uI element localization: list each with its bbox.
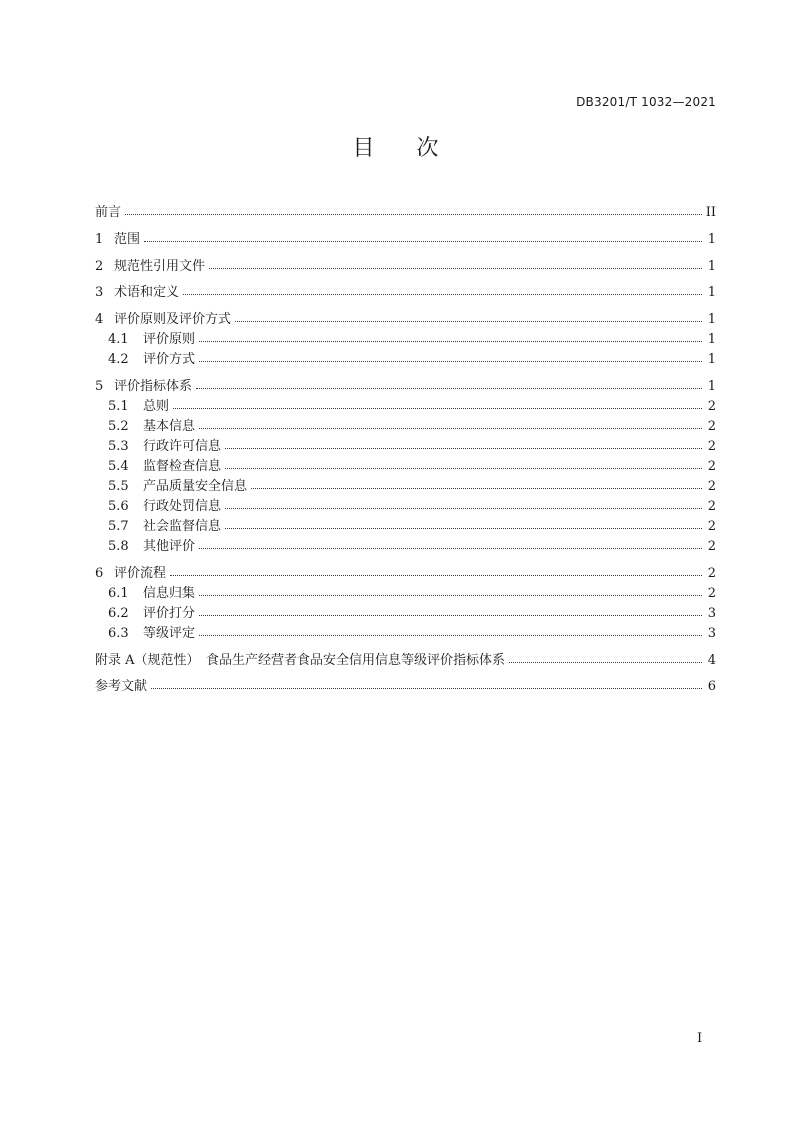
toc-dot-leader: [196, 378, 702, 390]
toc-entry-page: 1: [707, 352, 716, 368]
toc-dot-leader: [225, 438, 702, 450]
page-number: I: [697, 1031, 703, 1046]
table-of-contents: [95, 203, 716, 697]
toc-dot-leader: [199, 605, 702, 617]
toc-entry-title: 附录 A（规范性） 食品生产经营者食品安全信用信息等级评价指标体系: [95, 652, 506, 668]
toc-entry[interactable]: [95, 417, 716, 437]
toc-entry[interactable]: [95, 257, 716, 277]
toc-entry-title: 社会监督信息: [143, 518, 222, 534]
title-char-1: 目: [352, 136, 377, 161]
toc-entry-number: 5.2: [108, 418, 129, 434]
toc-dot-leader: [199, 351, 702, 363]
document-id: DB3201/T 1032—2021: [576, 95, 716, 109]
toc-dot-leader: [199, 418, 702, 430]
toc-entry-number: 1: [95, 231, 104, 247]
toc-entry-title: 行政处罚信息: [143, 498, 222, 514]
toc-entry[interactable]: [95, 203, 716, 223]
toc-entry[interactable]: [95, 350, 716, 370]
toc-entry-page: 2: [707, 585, 716, 601]
toc-entry-page: 2: [707, 418, 716, 434]
toc-dot-leader: [225, 498, 702, 510]
toc-entry[interactable]: [95, 437, 716, 457]
toc-entry-title: 评价流程: [114, 565, 167, 581]
toc-entry-page: 4: [707, 652, 716, 668]
toc-dot-leader: [209, 258, 702, 270]
toc-entry[interactable]: [95, 397, 716, 417]
toc-dot-leader: [170, 565, 702, 577]
toc-dot-leader: [173, 398, 702, 410]
toc-entry-number: 2: [95, 258, 104, 274]
page-title: [0, 131, 793, 162]
toc-entry-title: 评价打分: [143, 605, 196, 621]
toc-entry[interactable]: [95, 537, 716, 557]
toc-entry-number: 5.4: [108, 458, 129, 474]
toc-entry[interactable]: [95, 604, 716, 624]
toc-entry-number: 5.8: [108, 538, 129, 554]
toc-dot-leader: [199, 331, 702, 343]
toc-dot-leader: [151, 678, 702, 690]
toc-entry-page: 1: [707, 312, 716, 328]
toc-entry-number: 5.6: [108, 498, 129, 514]
toc-entry[interactable]: [95, 651, 716, 671]
toc-entry-title: 信息归集: [143, 585, 196, 601]
toc-entry-number: 4: [95, 312, 104, 328]
toc-entry-page: 2: [707, 458, 716, 474]
toc-entry-number: 5: [95, 378, 104, 394]
toc-entry-page: 2: [707, 565, 716, 581]
toc-dot-leader: [225, 458, 702, 470]
toc-entry-page: 2: [707, 518, 716, 534]
toc-entry-number: 5.3: [108, 438, 129, 454]
toc-entry-title: 总则: [143, 398, 170, 414]
toc-entry-title: 等级评定: [143, 625, 196, 641]
toc-entry[interactable]: [95, 330, 716, 350]
toc-entry-page: 3: [707, 605, 716, 621]
toc-entry-number: 4.1: [108, 332, 129, 348]
toc-entry[interactable]: [95, 677, 716, 697]
toc-dot-leader: [183, 284, 702, 296]
toc-entry-title: 行政许可信息: [143, 438, 222, 454]
toc-entry[interactable]: [95, 477, 716, 497]
toc-entry[interactable]: [95, 497, 716, 517]
toc-entry-number: 5.1: [108, 398, 129, 414]
toc-dot-leader: [199, 538, 702, 550]
toc-entry[interactable]: [95, 517, 716, 537]
title-char-2: 次: [416, 136, 441, 161]
toc-entry-number: 6.3: [108, 625, 129, 641]
toc-entry[interactable]: [95, 457, 716, 477]
toc-entry[interactable]: [95, 564, 716, 584]
toc-dot-leader: [125, 204, 702, 216]
toc-dot-leader: [509, 652, 702, 664]
toc-entry-number: 6: [95, 565, 104, 581]
toc-entry-title: 基本信息: [143, 418, 196, 434]
toc-entry-title: 评价指标体系: [114, 378, 193, 394]
toc-dot-leader: [144, 231, 702, 243]
toc-entry-page: 3: [707, 625, 716, 641]
toc-entry[interactable]: [95, 584, 716, 604]
toc-dot-leader: [251, 478, 702, 490]
toc-entry-number: 5.7: [108, 518, 129, 534]
toc-entry-number: 5.5: [108, 478, 129, 494]
toc-entry-number: 6.2: [108, 605, 129, 621]
toc-entry-title: 前言: [95, 205, 122, 220]
toc-entry[interactable]: [95, 310, 716, 330]
toc-dot-leader: [235, 311, 702, 323]
toc-dot-leader: [199, 625, 702, 637]
toc-entry[interactable]: [95, 624, 716, 644]
toc-entry-page: 6: [707, 679, 716, 695]
toc-entry-title: 规范性引用文件: [114, 258, 206, 274]
toc-dot-leader: [225, 518, 702, 530]
toc-entry-page: 2: [707, 438, 716, 454]
toc-entry-title: 产品质量安全信息: [143, 478, 248, 494]
toc-entry-page: 1: [707, 332, 716, 348]
toc-entry[interactable]: [95, 230, 716, 250]
toc-entry-title: 其他评价: [143, 538, 196, 554]
toc-entry-page: 1: [707, 378, 716, 394]
toc-entry-number: 3: [95, 285, 104, 301]
toc-entry-title: 评价方式: [143, 352, 196, 368]
toc-entry[interactable]: [95, 377, 716, 397]
toc-entry-title: 参考文献: [95, 679, 148, 695]
toc-entry-page: 1: [707, 285, 716, 301]
toc-entry-page: 2: [707, 398, 716, 414]
toc-dot-leader: [199, 585, 702, 597]
toc-entry-page: 2: [707, 478, 716, 494]
toc-entry-title: 监督检查信息: [143, 458, 222, 474]
toc-entry-page: 2: [707, 498, 716, 514]
toc-entry-number: 6.1: [108, 585, 129, 601]
toc-entry[interactable]: [95, 283, 716, 303]
toc-entry-title: 术语和定义: [114, 285, 180, 301]
toc-entry-title: 评价原则: [143, 332, 196, 348]
toc-entry-page: 2: [707, 538, 716, 554]
toc-entry-page: II: [705, 205, 716, 220]
toc-entry-page: 1: [707, 231, 716, 247]
toc-entry-number: 4.2: [108, 352, 129, 368]
toc-entry-title: 评价原则及评价方式: [114, 312, 232, 328]
toc-entry-title: 范围: [114, 231, 141, 247]
toc-entry-page: 1: [707, 258, 716, 274]
